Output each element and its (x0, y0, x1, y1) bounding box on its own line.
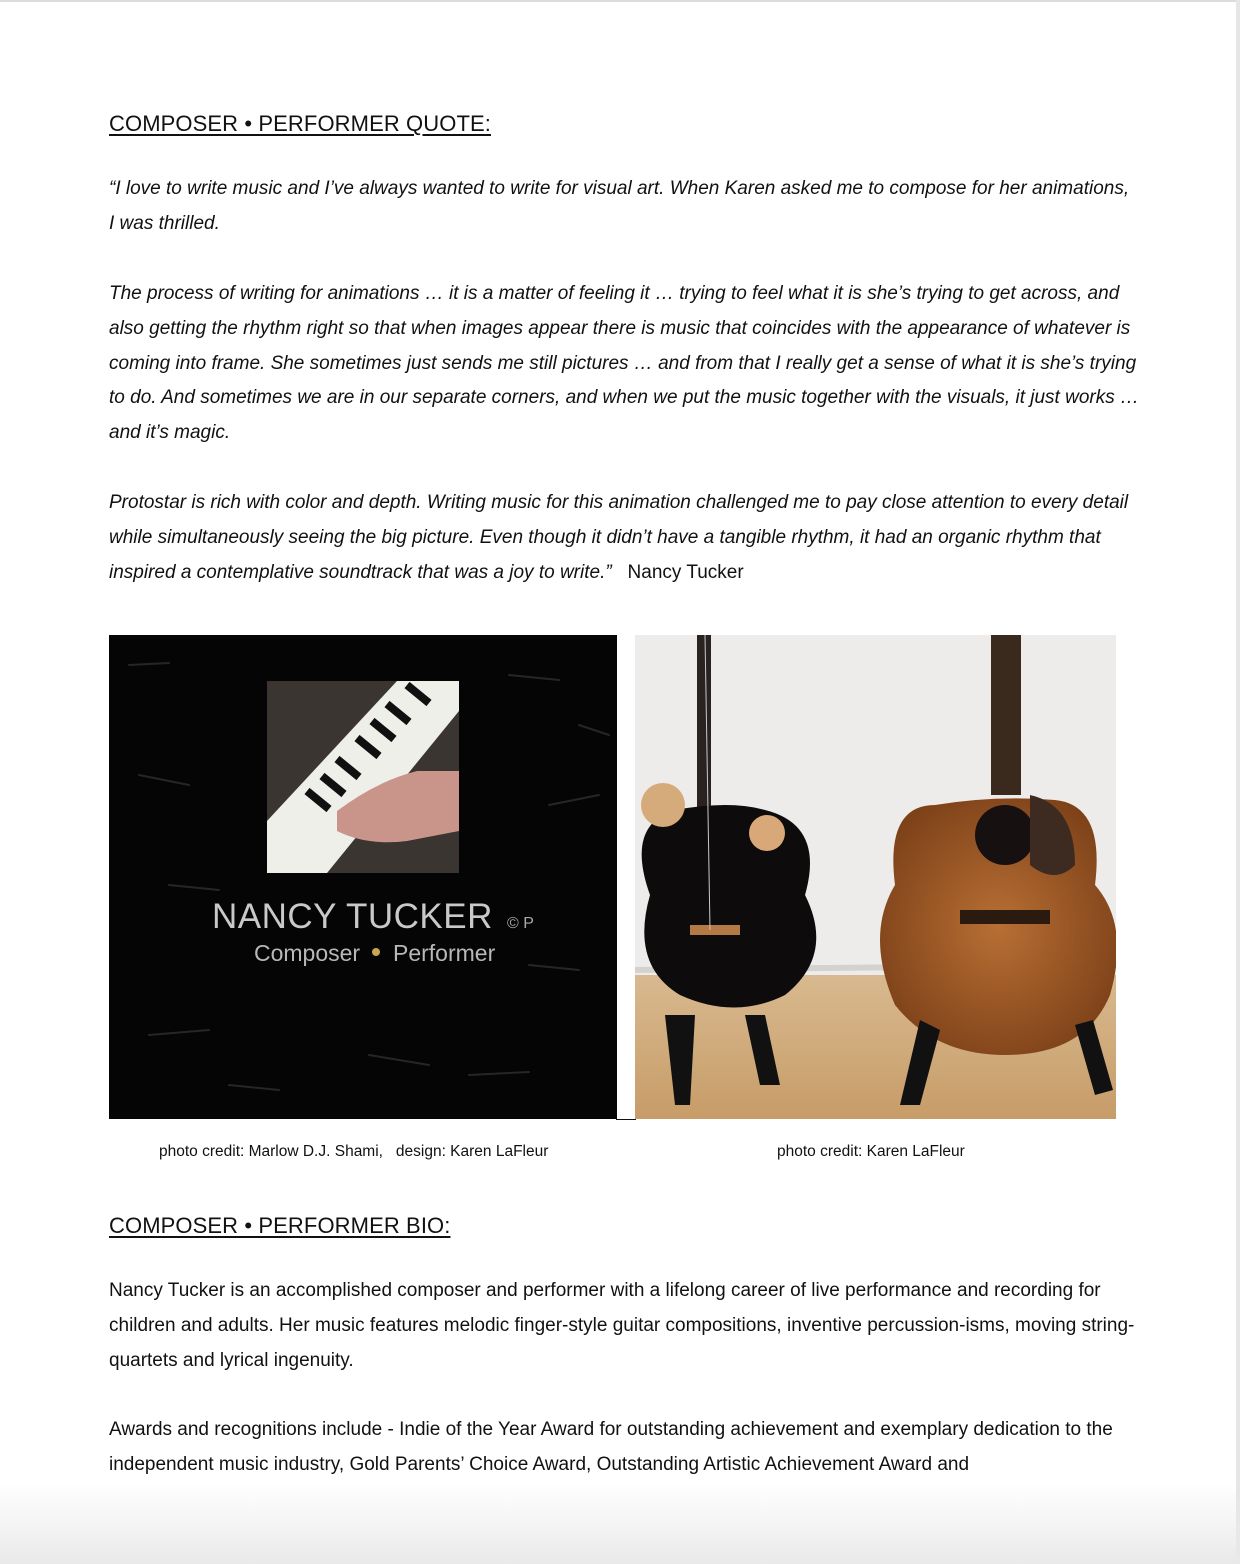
caption-left: photo credit: Marlow D.J. Shami, design: Karen LaFleur (159, 1143, 549, 1160)
bio-paragraph-2: Awards and recognitions include - Indie of the Year Award for outstanding achievement and exemplary dedication to the independent music industry, Gold Parents’ Choice Award, Outstanding Artistic Achievement Award and (109, 1419, 1113, 1475)
quote-paragraph-3-text: Protostar is rich with color and depth. Writing music for this animation challenged me to pay close attention to every detail while simultaneously seeing the big picture. Even though it didn’t have a tangible rhythm, it had an organic rhythm that inspired a contemplative soundtrack that was a joy to write.” (109, 492, 1129, 583)
image-corner-mark (616, 1119, 636, 1120)
guitars-illustration (635, 635, 1116, 1119)
album-texture (109, 635, 617, 1119)
quote-paragraph-1: “I love to write music and I’ve always wanted to write for visual art. When Karen asked me to compose for her animations, I was thrilled. (109, 178, 1130, 234)
quote-heading: COMPOSER • PERFORMER QUOTE: (109, 111, 491, 136)
page-right-edge (1236, 0, 1240, 1564)
album-artist-name: NANCY TUCKER (212, 897, 493, 936)
bio-heading: COMPOSER • PERFORMER BIO: (109, 1213, 451, 1238)
album-copyright-mark: © P (507, 915, 534, 932)
quote-paragraph-3 (109, 486, 1139, 590)
page-top-edge (0, 0, 1240, 2)
caption-right: photo credit: Karen LaFleur (777, 1143, 965, 1160)
album-bullet-dot (372, 948, 380, 956)
album-subtitle-performer: Performer (393, 940, 496, 966)
page-bottom-shadow (0, 1484, 1240, 1564)
album-subtitle-composer: Composer (254, 940, 361, 966)
bio-paragraph-1: Nancy Tucker is an accomplished composer and performer with a lifelong career of live performance and recording for children and adults. Her music features melodic finger-style guitar compositions, inventive percussion-isms, moving string-quartets and lyrical ingenuity. (109, 1280, 1135, 1371)
guitars-photo (635, 635, 1116, 1119)
quote-attribution: Nancy Tucker (627, 561, 744, 583)
quote-paragraph-2: The process of writing for animations … it is a matter of feeling it … trying to feel what it is she’s trying to get across, and also getting the rhythm right so that when images appear there is music that coincides with the appearance of whatever is coming into frame. She sometimes just sends me still pictures … and from that I really get a sense of what it is she’s trying to do. And sometimes we are in our separate corners, and when we put the music together with the visuals, it just works … and it’s magic. (109, 283, 1140, 444)
album-cover-image (109, 635, 617, 1119)
